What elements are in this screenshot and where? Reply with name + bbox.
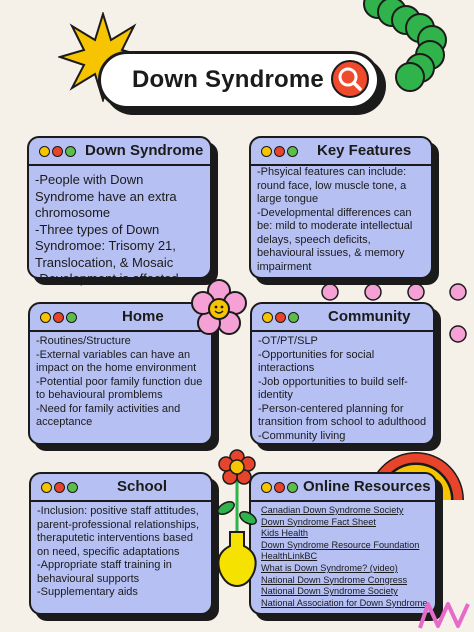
card-header (29, 138, 210, 166)
card-header (251, 474, 435, 502)
search-button[interactable] (331, 60, 369, 98)
card-title: Home (122, 308, 164, 325)
card-title: School (117, 478, 168, 495)
resource-link[interactable]: National Down Syndrome Congress (261, 574, 408, 585)
resource-link[interactable]: What is Down Syndrome? (video) (261, 562, 398, 573)
resource-link[interactable]: HealthLinkBC (261, 551, 318, 562)
card-body: -People with Down Syndrome have an extra chromosome -Three types of Down Syndromoe: Trisomy 21, Translocation, & Mosaic -Development is affected (35, 172, 179, 286)
window-dots (262, 310, 301, 328)
card-header (252, 304, 433, 332)
card-title: Community (328, 308, 411, 325)
card-body: -Inclusion: positive staff attitudes, parent-professional relationships, theraputetic interventions based on need, specific adaptations -Appropriate staff training in behavioural supports -Supplementary aids (37, 505, 200, 598)
card-body: -Routines/Structure -External variables can have an impact on the home environment -Potential poor family function due to behavioural promblems -Need for family activities and acceptance (36, 335, 203, 428)
card-header (30, 304, 211, 332)
window-dots (41, 480, 80, 498)
card-body: -Phsyical features can include: round face, low muscle tone, a large tongue -Developmental differences can be: mild to moderate intellectual delays, speech deficits, behavioural issues, & memory impairment (257, 166, 413, 273)
window-dots (39, 144, 78, 162)
card-community (250, 302, 435, 445)
card-school (29, 472, 213, 615)
card-online-resources (249, 472, 437, 615)
card-header (251, 138, 431, 166)
resource-link[interactable]: Down Syndrome Resource Foundation (261, 539, 420, 550)
window-dots (261, 144, 300, 162)
flower-sticker (190, 279, 248, 337)
card-home (28, 302, 213, 445)
squiggle-sticker (418, 598, 470, 632)
resource-link[interactable]: Canadian Down Syndrome Society (261, 505, 404, 515)
resource-link[interactable]: Kids Health (261, 528, 308, 539)
card-title: Online Resources (303, 478, 431, 495)
card-key-features (249, 136, 433, 279)
card-title: Down Syndrome (85, 142, 204, 159)
card-header (31, 474, 211, 502)
card-down-syndrome (27, 136, 212, 286)
resource-link[interactable]: Down Syndrome Fact Sheet (261, 516, 376, 527)
page-title: Down Syndrome (132, 66, 324, 93)
vase-flower-sticker (206, 448, 268, 588)
window-dots (40, 310, 79, 328)
search-icon (333, 62, 367, 96)
card-title: Key Features (317, 142, 412, 159)
resource-link[interactable]: National Association for Down Syndrome (261, 597, 428, 608)
card-body: -OT/PT/SLP -Opportunities for social interactions -Job opportunities to build self-identity -Person-centered planning for transition from school to adulthood -Community living (258, 335, 427, 442)
resource-link[interactable]: National Down Syndrome Society (261, 586, 398, 597)
resource-links (261, 505, 431, 609)
